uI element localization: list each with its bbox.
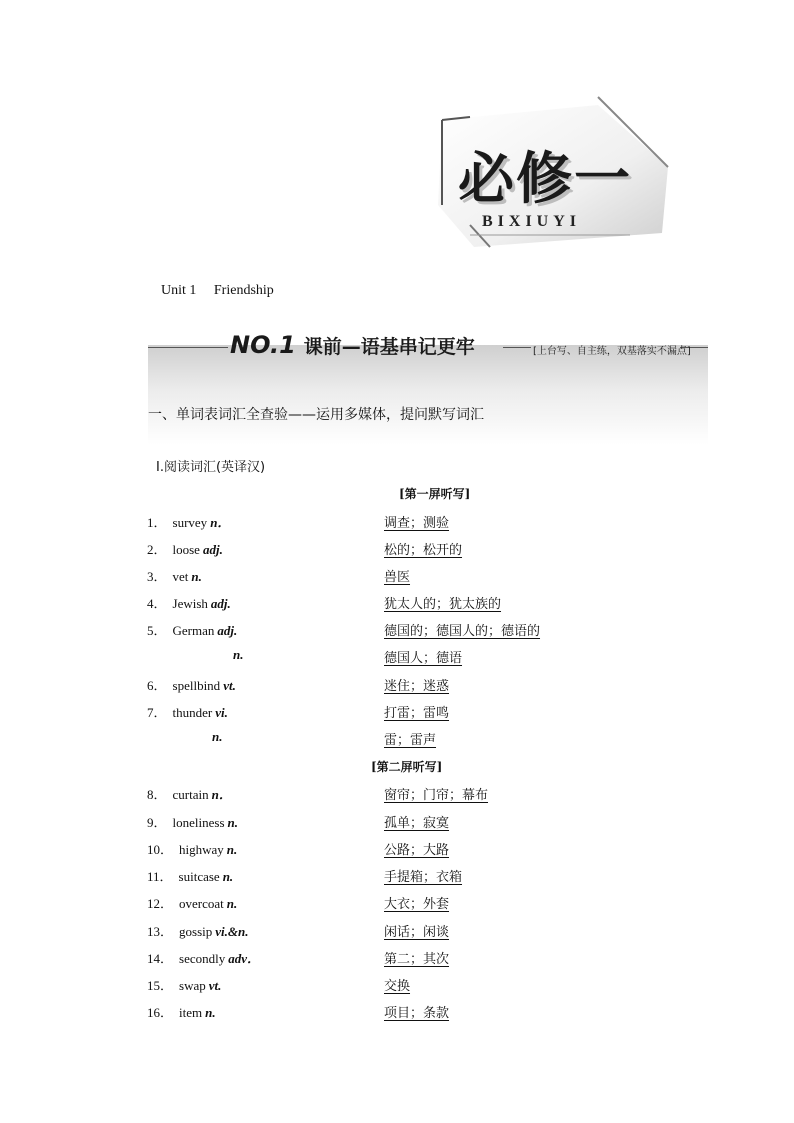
section-note: [上台写、自主练，双基落实不漏点] bbox=[533, 346, 691, 357]
section-slogan: 语基串记更牢 bbox=[360, 336, 475, 358]
vocab-number: 11． bbox=[147, 869, 173, 884]
vocab-number: 16． bbox=[147, 1005, 174, 1020]
banner-title: 必修一 bbox=[458, 147, 632, 212]
vocab-meaning: 德国的；德国人的；德语的 bbox=[384, 624, 541, 639]
vocab-word: curtain bbox=[172, 787, 209, 802]
vocab-entry bbox=[147, 593, 231, 612]
vocab-part-of-speech: adj. bbox=[202, 542, 223, 557]
divider-left bbox=[148, 347, 228, 348]
vocab-row bbox=[0, 512, 794, 532]
vocab-part-of-speech: n. bbox=[222, 869, 234, 884]
vocab-part-of-speech: n． bbox=[211, 787, 232, 802]
vocab-meaning: 孤单；寂寞 bbox=[384, 816, 450, 831]
vocab-meaning: 大衣；外套 bbox=[384, 897, 450, 912]
vocab-entry bbox=[147, 620, 237, 639]
vocab-part-of-speech: n. bbox=[191, 569, 202, 584]
vocab-number: 5． bbox=[147, 623, 167, 638]
vocab-entry bbox=[147, 975, 221, 994]
vocab-entry bbox=[224, 647, 243, 663]
vocab-entry bbox=[147, 566, 202, 585]
vocab-row bbox=[0, 647, 794, 667]
vocab-part-of-speech: adv． bbox=[228, 951, 261, 966]
vocab-meaning: 德国人；德语 bbox=[384, 651, 463, 666]
vocab-part-of-speech: n. bbox=[205, 1005, 216, 1020]
vocab-entry bbox=[147, 812, 238, 831]
vocab-meaning: 犹太人的；犹太族的 bbox=[384, 597, 502, 612]
vocab-number: 1． bbox=[147, 515, 167, 530]
vocab-part-of-speech: n. bbox=[226, 896, 238, 911]
section-title bbox=[230, 331, 475, 359]
vocab-row bbox=[0, 539, 794, 559]
vocab-entry bbox=[203, 729, 222, 745]
vocab-number: 4． bbox=[147, 596, 167, 611]
vocab-word: loose bbox=[172, 542, 200, 557]
volume-banner bbox=[430, 95, 670, 255]
vocab-word: secondly bbox=[179, 951, 226, 966]
vocab-meaning: 公路；大路 bbox=[384, 843, 450, 858]
vocab-row bbox=[0, 729, 794, 749]
vocab-word: thunder bbox=[172, 705, 213, 720]
vocab-part-of-speech: n. bbox=[227, 815, 238, 830]
vocab-row bbox=[0, 593, 794, 613]
vocab-row bbox=[0, 675, 794, 695]
vocab-part-of-speech: vi.&n. bbox=[215, 924, 249, 939]
vocab-number: 9． bbox=[147, 815, 167, 830]
vocab-word: German bbox=[172, 623, 215, 638]
vocab-row bbox=[0, 921, 794, 941]
vocab-word: swap bbox=[179, 978, 206, 993]
vocab-number: 3． bbox=[147, 569, 167, 584]
vocab-entry bbox=[147, 702, 228, 721]
vocab-row bbox=[0, 812, 794, 832]
vocab-number: 8． bbox=[147, 787, 167, 802]
vocab-word: Jewish bbox=[172, 596, 208, 611]
divider-middle bbox=[503, 347, 531, 348]
vocab-number: 14． bbox=[147, 951, 174, 966]
unit-heading bbox=[161, 283, 288, 299]
section-dash: — bbox=[341, 336, 361, 358]
vocab-entry bbox=[147, 893, 237, 912]
vocab-entry bbox=[147, 866, 233, 885]
vocab-meaning: 松的；松开的 bbox=[384, 543, 463, 558]
vocab-word: overcoat bbox=[179, 896, 224, 911]
vocab-word: spellbind bbox=[172, 678, 221, 693]
vocab-part-of-speech: vt. bbox=[208, 978, 222, 993]
vocab-entry bbox=[147, 512, 230, 531]
vocab-entry bbox=[147, 948, 260, 967]
vocab-row bbox=[0, 948, 794, 968]
banner-subtitle: BIXIUYI bbox=[482, 213, 582, 230]
vocab-row bbox=[0, 866, 794, 886]
vocab-entry bbox=[147, 839, 237, 858]
vocab-part-of-speech: vt. bbox=[223, 678, 236, 693]
vocab-entry bbox=[147, 784, 232, 803]
vocab-meaning: 第二；其次 bbox=[384, 952, 450, 967]
vocab-number: 7． bbox=[147, 705, 167, 720]
vocab-word: loneliness bbox=[172, 815, 225, 830]
screen-label-1: [第一屏听写] bbox=[399, 487, 471, 501]
vocab-part-of-speech: n． bbox=[210, 515, 231, 530]
section-title-bold: 课前 bbox=[303, 336, 342, 358]
vocab-row bbox=[0, 1002, 794, 1022]
vocab-number: 6． bbox=[147, 678, 167, 693]
vocab-word: item bbox=[179, 1005, 203, 1020]
vocab-row bbox=[0, 702, 794, 722]
vocab-number: 2． bbox=[147, 542, 167, 557]
vocab-meaning: 迷住；迷惑 bbox=[384, 679, 450, 694]
vocab-word: gossip bbox=[179, 924, 213, 939]
vocab-row bbox=[0, 893, 794, 913]
vocab-entry bbox=[147, 675, 236, 694]
section-band-background bbox=[148, 345, 708, 445]
vocab-meaning: 交换 bbox=[384, 979, 411, 994]
vocab-word: suitcase bbox=[178, 869, 220, 884]
vocab-part-of-speech: vi. bbox=[215, 705, 228, 720]
screen-label-2: [第二屏听写] bbox=[371, 760, 443, 774]
vocab-number: 10． bbox=[147, 842, 174, 857]
vocab-part-of-speech: adj. bbox=[210, 596, 231, 611]
vocab-meaning: 项目；条款 bbox=[384, 1006, 450, 1021]
vocab-entry bbox=[147, 539, 223, 558]
vocab-word: vet bbox=[172, 569, 189, 584]
vocab-number: 12． bbox=[147, 896, 174, 911]
section-number: NO.1 bbox=[230, 331, 296, 359]
vocab-meaning: 打雷；雷鸣 bbox=[384, 706, 450, 721]
vocab-number: 15． bbox=[147, 978, 174, 993]
vocab-entry bbox=[147, 1002, 216, 1021]
vocab-part-of-speech: n. bbox=[212, 729, 223, 744]
vocab-row bbox=[0, 784, 794, 804]
vocab-meaning: 窗帘；门帘；幕布 bbox=[384, 788, 489, 803]
unit-name: Friendship bbox=[213, 283, 274, 298]
vocab-meaning: 调查；测验 bbox=[384, 516, 450, 531]
unit-label: Unit 1 bbox=[161, 283, 197, 298]
vocab-row bbox=[0, 566, 794, 586]
vocab-word: highway bbox=[179, 842, 224, 857]
vocab-part-of-speech: n. bbox=[233, 647, 244, 662]
vocab-entry bbox=[147, 921, 248, 940]
vocab-part-of-speech: adj. bbox=[217, 623, 238, 638]
vocab-number: 13． bbox=[147, 924, 174, 939]
vocab-part-of-speech: n. bbox=[226, 842, 238, 857]
vocab-meaning: 手提箱；衣箱 bbox=[384, 870, 463, 885]
part-heading: 一、单词表词汇全查验——运用多媒体，提问默写词汇 bbox=[148, 407, 484, 423]
vocab-row bbox=[0, 620, 794, 640]
vocab-meaning: 闲话；闲谈 bbox=[384, 925, 450, 940]
vocab-row bbox=[0, 839, 794, 859]
vocab-meaning: 兽医 bbox=[384, 570, 411, 585]
vocab-row bbox=[0, 975, 794, 995]
vocab-meaning: 雷；雷声 bbox=[384, 733, 437, 748]
vocab-word: survey bbox=[172, 515, 208, 530]
subpart-heading: Ⅰ.阅读词汇(英译汉) bbox=[156, 460, 266, 475]
